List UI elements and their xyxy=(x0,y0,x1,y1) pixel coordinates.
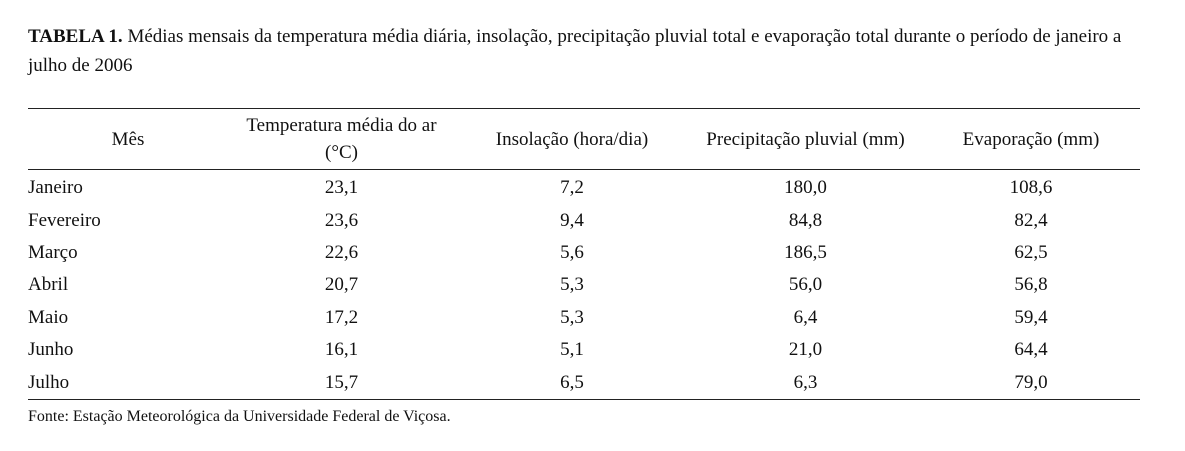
cell-temperature: 22,6 xyxy=(324,241,359,263)
cell-temperature: 15,7 xyxy=(324,371,359,393)
cell-insolation: 5,3 xyxy=(560,274,584,296)
header-month: Mês xyxy=(111,128,145,150)
table-row xyxy=(28,170,1140,205)
cell-evaporation: 59,4 xyxy=(1014,306,1048,328)
cell-temperature: 17,2 xyxy=(324,306,359,328)
cell-evaporation: 64,4 xyxy=(1014,339,1048,361)
table-row xyxy=(28,302,1140,334)
table-body xyxy=(28,170,1140,400)
cell-month: Março xyxy=(28,241,78,263)
cell-insolation: 5,3 xyxy=(560,306,584,328)
table-row xyxy=(28,237,1140,269)
header-temperature-line1: Temperatura média do ar xyxy=(246,115,437,136)
cell-precipitation: 21,0 xyxy=(788,339,823,361)
cell-temperature: 16,1 xyxy=(324,339,359,361)
data-table-container xyxy=(28,108,1140,400)
cell-temperature: 23,1 xyxy=(324,177,359,199)
cell-month: Janeiro xyxy=(28,177,83,199)
cell-insolation: 7,2 xyxy=(560,177,584,199)
cell-precipitation: 6,4 xyxy=(793,306,818,328)
header-insolation: Insolação (hora/dia) xyxy=(495,128,649,150)
cell-temperature: 20,7 xyxy=(324,274,359,296)
table-caption-text: Médias mensais da temperatura média diária, insolação, precipitação pluvial total e evaporação total durante o período de janeiro a julho de 2006 xyxy=(28,26,1122,76)
header-evaporation: Evaporação (mm) xyxy=(962,128,1100,150)
cell-precipitation: 6,3 xyxy=(793,371,818,393)
table-caption xyxy=(28,22,1148,80)
cell-precipitation: 56,0 xyxy=(788,274,823,296)
cell-precipitation: 180,0 xyxy=(784,177,827,199)
cell-evaporation: 56,8 xyxy=(1014,274,1048,296)
table-row xyxy=(28,269,1140,301)
header-precipitation: Precipitação pluvial (mm) xyxy=(706,128,905,150)
cell-evaporation: 108,6 xyxy=(1009,177,1053,199)
table-row xyxy=(28,334,1140,366)
cell-temperature: 23,6 xyxy=(324,209,359,231)
header-row xyxy=(28,109,1140,170)
cell-month: Junho xyxy=(28,339,74,361)
cell-precipitation: 186,5 xyxy=(784,241,827,263)
cell-insolation: 6,5 xyxy=(560,371,584,393)
table-header xyxy=(28,109,1140,170)
table-caption-label: TABELA 1. xyxy=(28,26,123,47)
cell-month: Fevereiro xyxy=(28,209,101,231)
cell-month: Abril xyxy=(28,274,69,296)
cell-evaporation: 79,0 xyxy=(1014,371,1048,393)
cell-insolation: 9,4 xyxy=(560,209,584,231)
cell-insolation: 5,1 xyxy=(560,339,584,361)
header-temperature-line2: (°C) xyxy=(325,142,358,163)
cell-month: Julho xyxy=(28,371,70,393)
table-source-note: Fonte: Estação Meteorológica da Universidade Federal de Viçosa. xyxy=(28,408,451,425)
cell-precipitation: 84,8 xyxy=(788,209,823,231)
table-row xyxy=(28,204,1140,236)
cell-insolation: 5,6 xyxy=(560,241,584,263)
cell-evaporation: 62,5 xyxy=(1014,241,1048,263)
table-row xyxy=(28,366,1140,399)
monthly-climate-table xyxy=(28,108,1140,400)
cell-month: Maio xyxy=(28,306,69,328)
cell-evaporation: 82,4 xyxy=(1014,209,1048,231)
header-temperature xyxy=(228,109,455,170)
